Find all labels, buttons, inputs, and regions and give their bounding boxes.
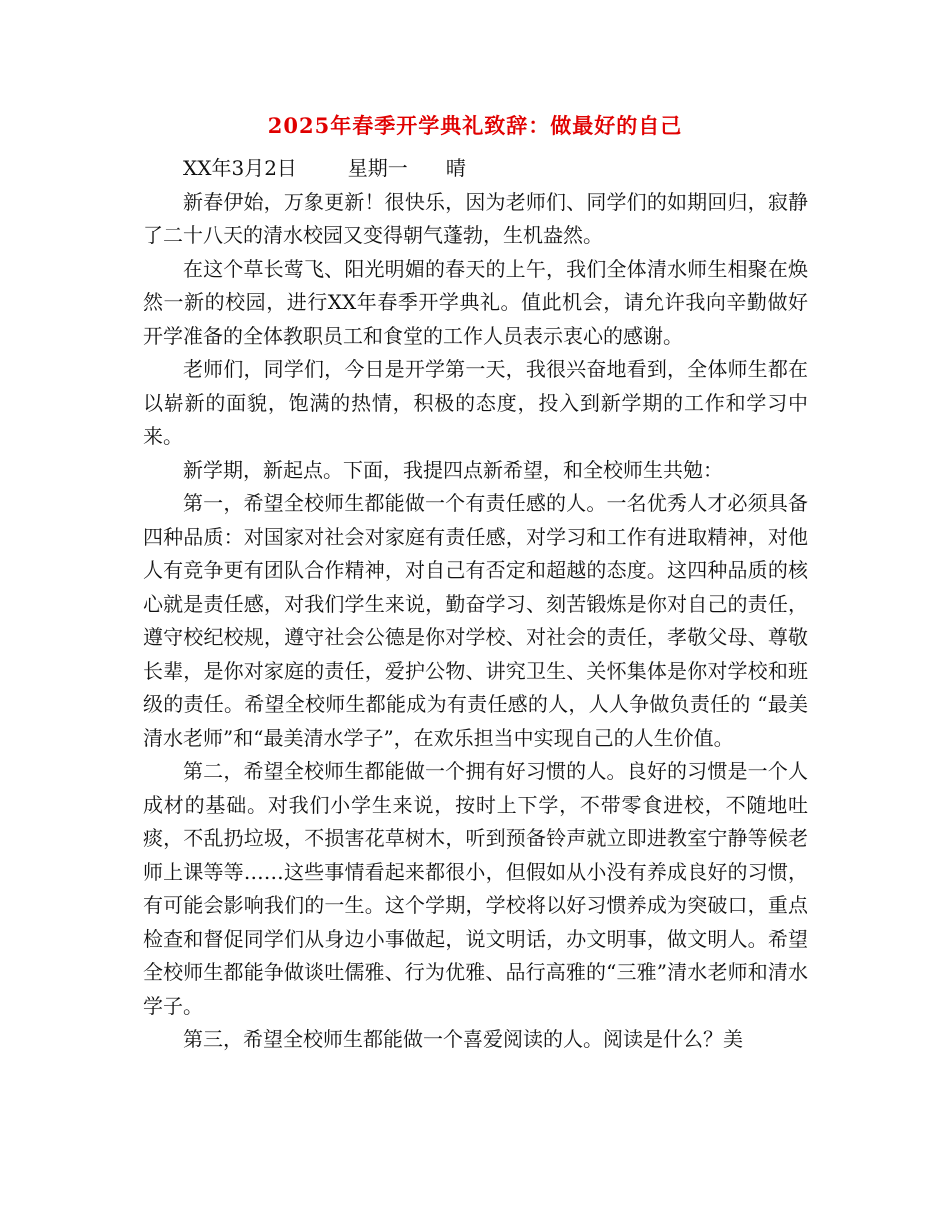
- document-body: [143, 152, 808, 1057]
- paragraph: 第三，希望全校师生都能做一个喜爱阅读的人。阅读是什么？美: [183, 1027, 743, 1051]
- dateline: XX年3月2日 星期一 晴: [183, 156, 466, 180]
- paragraph: 第二，希望全校师生都能做一个拥有好习惯的人。良好的习惯是一个人成材的基础。对我们小学生来说，按时上下学，不带零食进校，不随地吐痰，不乱扔垃圾，不损害花草树木，听到预备铃声就立即进教室宁静等候老师上课等等……这些事情看起来都很小，但假如从小没有养成良好的习惯，有可能会影响我们的一生。这个学期，学校将以好习惯养成为突破口，重点检查和督促同学们从身边小事做起，说文明话，办文明事，做文明人。希望全校师生都能争做谈吐儒雅、行为优雅、品行高雅的“三雅”清水老师和清水学子。: [143, 759, 808, 1018]
- document-title: 2025年春季开学典礼致辞：做最好的自己: [267, 113, 683, 138]
- paragraph: 新学期，新起点。下面，我提四点新希望，和全校师生共勉：: [183, 457, 723, 482]
- paragraph: 第一，希望全校师生都能做一个有责任感的人。一名优秀人才必须具备四种品质：对国家对社会对家庭有责任感，对学习和工作有进取精神，对他人有竞争更有团队合作精神，对自己有否定和超越的态度。这四种品质的核心就是责任感，对我们学生来说，勤奋学习、刻苦锻炼是你对自己的责任，遵守校纪校规，遵守社会公德是你对学校、对社会的责任，孝敬父母、尊敬长辈，是你对家庭的责任，爱护公物、讲究卫生、关怀集体是你对学校和班级的责任。希望全校师生都能成为有责任感的人，人人争做负责任的 “最美清水老师”和“最美清水学子”，在欢乐担当中实现自己的人生价值。: [143, 491, 808, 750]
- paragraph: 新春伊始，万象更新！很快乐，因为老师们、同学们的如期回归，寂静了二十八天的清水校园又变得朝气蓬勃，生机盎然。: [143, 189, 808, 247]
- paragraph: 老师们，同学们，今日是开学第一天，我很兴奋地看到，全体师生都在以崭新的面貌，饱满的热情，积极的态度，投入到新学期的工作和学习中来。: [143, 357, 808, 448]
- paragraph: 在这个草长莺飞、阳光明媚的春天的上午，我们全体清水师生相聚在焕然一新的校园，进行XX年春季开学典礼。值此机会，请允许我向辛勤做好开学准备的全体教职员工和食堂的工作人员表示衷心的感谢。: [143, 256, 808, 348]
